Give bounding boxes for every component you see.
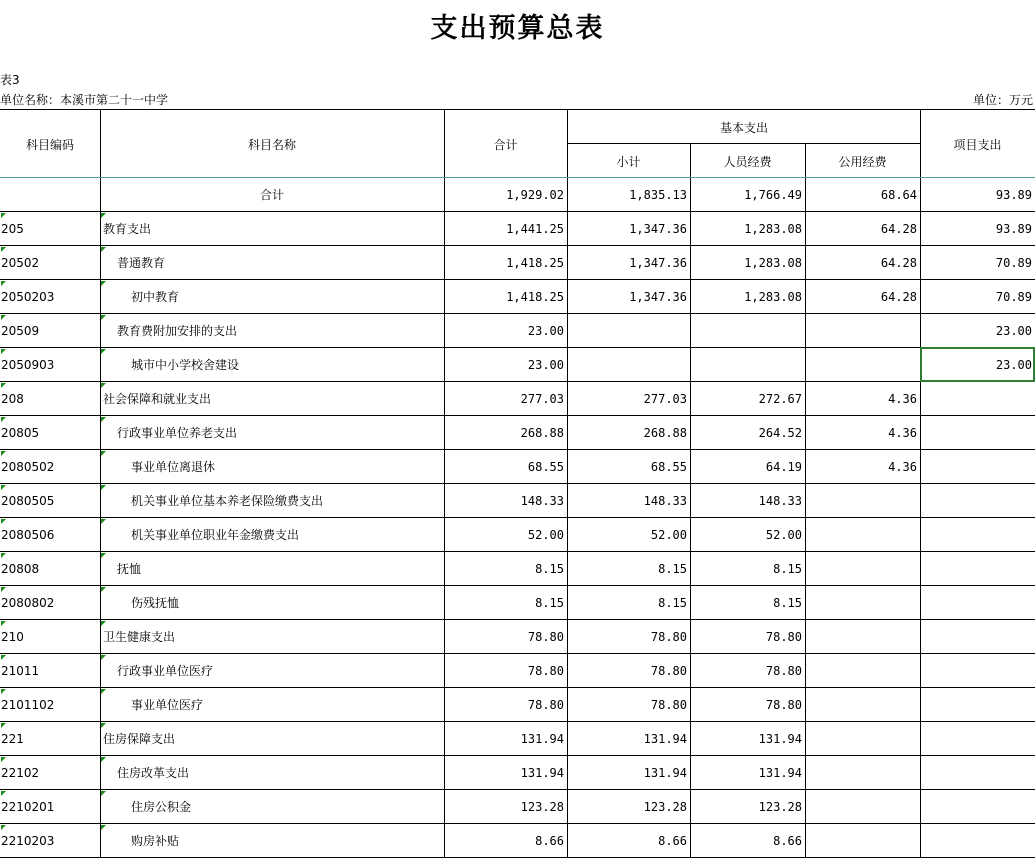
cell-subtotal: 123.28	[643, 800, 687, 814]
cell-total: 1,418.25	[506, 256, 564, 270]
cell-public	[805, 484, 917, 518]
cell-project	[920, 756, 1032, 790]
cell-name: 卫生健康支出	[103, 630, 176, 644]
cell-code: 2080506	[1, 528, 55, 542]
cell-name: 住房保障支出	[103, 732, 176, 746]
cell-name: 教育费附加安排的支出	[117, 324, 238, 338]
cell-marker	[1, 553, 6, 558]
cell-name: 机关事业单位基本养老保险缴费支出	[131, 494, 324, 508]
cell-name: 伤残抚恤	[131, 596, 180, 610]
cell-public: 4.36	[888, 426, 917, 440]
cell-personnel: 123.28	[758, 800, 802, 814]
cell-marker	[1, 213, 6, 218]
cell-marker	[1, 383, 6, 388]
cell-marker	[101, 553, 106, 558]
cell-total: 78.80	[527, 664, 564, 678]
cell-personnel: 1,283.08	[744, 222, 802, 236]
cell-subtotal: 68.55	[650, 460, 687, 474]
cell-subtotal: 78.80	[650, 630, 687, 644]
cell-name: 事业单位离退休	[131, 460, 216, 474]
cell-code: 20808	[1, 562, 40, 576]
header-personnel: 人员经费	[723, 155, 772, 169]
cell-subtotal: 8.66	[658, 834, 687, 848]
cell-name: 城市中小学校舍建设	[131, 358, 240, 372]
cell-project	[920, 416, 1032, 450]
unit-label: 单位：万元	[972, 93, 1033, 107]
cell-subtotal: 1,347.36	[629, 290, 687, 304]
cell-personnel: 8.15	[773, 596, 802, 610]
cell-total: 148.33	[520, 494, 564, 508]
cell-marker	[101, 519, 106, 524]
cell-subtotal: 78.80	[650, 698, 687, 712]
cell-name: 合计	[259, 188, 284, 202]
cell-name: 初中教育	[131, 290, 180, 304]
cell-public	[805, 620, 917, 654]
cell-name: 购房补贴	[131, 834, 180, 848]
header-project: 项目支出	[953, 138, 1002, 152]
cell-marker	[1, 349, 6, 354]
cell-subtotal: 148.33	[643, 494, 687, 508]
cell-code: 208	[1, 392, 24, 406]
cell-marker	[101, 723, 106, 728]
cell-total: 78.80	[527, 630, 564, 644]
cell-personnel	[690, 314, 802, 348]
cell-marker	[101, 281, 106, 286]
cell-marker	[101, 791, 106, 796]
cell-project	[920, 552, 1032, 586]
cell-code: 221	[1, 732, 24, 746]
cell-subtotal: 8.15	[658, 596, 687, 610]
cell-total: 8.66	[535, 834, 564, 848]
cell-name: 行政事业单位医疗	[117, 664, 214, 678]
cell-marker	[101, 825, 106, 830]
cell-subtotal: 1,835.13	[629, 188, 687, 202]
cell-name: 住房改革支出	[117, 766, 190, 780]
cell-public: 4.36	[888, 460, 917, 474]
cell-public	[805, 348, 917, 382]
cell-code: 2080802	[1, 596, 55, 610]
cell-marker	[1, 519, 6, 524]
cell-total: 8.15	[535, 596, 564, 610]
cell-project	[920, 382, 1032, 416]
cell-personnel: 78.80	[765, 630, 802, 644]
cell-total: 131.94	[520, 732, 564, 746]
cell-marker	[1, 315, 6, 320]
cell-subtotal: 1,347.36	[629, 222, 687, 236]
cell-marker	[101, 757, 106, 762]
cell-personnel: 8.66	[773, 834, 802, 848]
cell-code: 2210203	[1, 834, 55, 848]
cell-project	[920, 450, 1032, 484]
cell-public	[805, 688, 917, 722]
cell-subtotal	[567, 314, 687, 348]
cell-subtotal: 131.94	[643, 732, 687, 746]
cell-personnel: 272.67	[758, 392, 802, 406]
cell-name: 机关事业单位职业年金缴费支出	[131, 528, 300, 542]
cell-code: 2080502	[1, 460, 55, 474]
cell-subtotal	[567, 348, 687, 382]
cell-code: 20805	[1, 426, 40, 440]
selected-cell[interactable]	[920, 347, 1035, 382]
cell-public	[805, 552, 917, 586]
cell-name: 住房公积金	[131, 800, 192, 814]
cell-marker	[101, 349, 106, 354]
cell-public	[805, 654, 917, 688]
cell-marker	[1, 451, 6, 456]
cell-name: 行政事业单位养老支出	[117, 426, 238, 440]
cell-project	[920, 654, 1032, 688]
cell-personnel: 148.33	[758, 494, 802, 508]
cell-marker	[101, 451, 106, 456]
cell-marker	[1, 723, 6, 728]
cell-personnel: 52.00	[765, 528, 802, 542]
header-name: 科目名称	[247, 138, 296, 152]
cell-subtotal: 131.94	[643, 766, 687, 780]
cell-marker	[1, 689, 6, 694]
cell-subtotal: 8.15	[658, 562, 687, 576]
cell-code: 210	[1, 630, 24, 644]
cell-personnel: 78.80	[765, 664, 802, 678]
cell-name: 教育支出	[103, 222, 152, 236]
cell-project	[920, 790, 1032, 824]
cell-name: 普通教育	[117, 256, 166, 270]
cell-personnel: 64.19	[765, 460, 802, 474]
cell-personnel: 131.94	[758, 766, 802, 780]
cell-marker	[101, 689, 106, 694]
cell-public: 64.28	[880, 222, 917, 236]
cell-subtotal: 52.00	[650, 528, 687, 542]
cell-public	[805, 722, 917, 756]
cell-code: 2050903	[1, 358, 55, 372]
cell-total: 68.55	[527, 460, 564, 474]
cell-personnel: 1,766.49	[744, 188, 802, 202]
cell-marker	[1, 757, 6, 762]
cell-public	[805, 518, 917, 552]
cell-personnel: 1,283.08	[744, 290, 802, 304]
cell-total: 131.94	[520, 766, 564, 780]
cell-project	[920, 586, 1032, 620]
cell-public	[805, 314, 917, 348]
cell-project: 70.89	[995, 290, 1032, 304]
cell-project: 93.89	[995, 188, 1032, 202]
cell-project	[920, 722, 1032, 756]
cell-personnel: 78.80	[765, 698, 802, 712]
cell-code: 21011	[1, 664, 40, 678]
cell-name: 事业单位医疗	[131, 698, 204, 712]
cell-total: 1,441.25	[506, 222, 564, 236]
cell-personnel: 131.94	[758, 732, 802, 746]
cell-total: 277.03	[520, 392, 564, 406]
cell-code: 205	[1, 222, 24, 236]
cell-marker	[1, 247, 6, 252]
cell-project	[920, 484, 1032, 518]
cell-total: 268.88	[520, 426, 564, 440]
cell-public	[805, 756, 917, 790]
cell-total: 78.80	[527, 698, 564, 712]
cell-project: 70.89	[995, 256, 1032, 270]
cell-project: 93.89	[995, 222, 1032, 236]
cell-marker	[1, 825, 6, 830]
table-number: 表3	[0, 73, 20, 87]
unit-name: 单位名称：本溪市第二十一中学	[0, 93, 169, 107]
cell-public: 64.28	[880, 256, 917, 270]
header-subtotal: 小计	[616, 155, 641, 169]
page-title: 支出预算总表	[430, 13, 605, 44]
header-code: 科目编码	[25, 138, 74, 152]
cell-personnel: 1,283.08	[744, 256, 802, 270]
cell-marker	[101, 213, 106, 218]
cell-marker	[1, 417, 6, 422]
cell-marker	[101, 315, 106, 320]
cell-total: 52.00	[527, 528, 564, 542]
cell-code: 2050203	[1, 290, 55, 304]
header-public: 公用经费	[838, 155, 887, 169]
cell-marker	[101, 417, 106, 422]
cell-marker	[101, 621, 106, 626]
cell-code: 20509	[1, 324, 40, 338]
cell-code: 2210201	[1, 800, 55, 814]
cell-code: 20502	[1, 256, 40, 270]
cell-project: 23.00	[995, 358, 1032, 372]
cell-personnel: 264.52	[758, 426, 802, 440]
cell-project	[920, 518, 1032, 552]
cell-marker	[101, 655, 106, 660]
cell-total: 23.00	[527, 358, 564, 372]
cell-marker	[1, 281, 6, 286]
cell-code: 22102	[1, 766, 40, 780]
cell-name: 抚恤	[117, 562, 142, 576]
cell-project: 23.00	[995, 324, 1032, 338]
cell-code: 2080505	[1, 494, 55, 508]
cell-total: 1,929.02	[506, 188, 564, 202]
cell-public: 68.64	[880, 188, 917, 202]
cell-project	[920, 620, 1032, 654]
cell-total: 1,418.25	[506, 290, 564, 304]
cell-subtotal: 1,347.36	[629, 256, 687, 270]
cell-public	[805, 586, 917, 620]
cell-public: 64.28	[880, 290, 917, 304]
cell-project	[920, 688, 1032, 722]
cell-public	[805, 790, 917, 824]
cell-name: 社会保障和就业支出	[103, 392, 212, 406]
cell-marker	[101, 587, 106, 592]
cell-marker	[1, 485, 6, 490]
cell-subtotal: 277.03	[643, 392, 687, 406]
cell-code	[1, 178, 99, 212]
cell-total: 23.00	[527, 324, 564, 338]
cell-marker	[1, 791, 6, 796]
cell-marker	[101, 383, 106, 388]
cell-marker	[1, 655, 6, 660]
cell-subtotal: 78.80	[650, 664, 687, 678]
cell-personnel: 8.15	[773, 562, 802, 576]
header-total: 合计	[493, 138, 518, 152]
cell-personnel	[690, 348, 802, 382]
cell-total: 8.15	[535, 562, 564, 576]
cell-marker	[1, 587, 6, 592]
cell-public: 4.36	[888, 392, 917, 406]
header-basic: 基本支出	[719, 121, 768, 135]
cell-marker	[101, 247, 106, 252]
cell-subtotal: 268.88	[643, 426, 687, 440]
cell-total: 123.28	[520, 800, 564, 814]
cell-code: 2101102	[1, 698, 55, 712]
cell-marker	[101, 485, 106, 490]
cell-marker	[1, 621, 6, 626]
